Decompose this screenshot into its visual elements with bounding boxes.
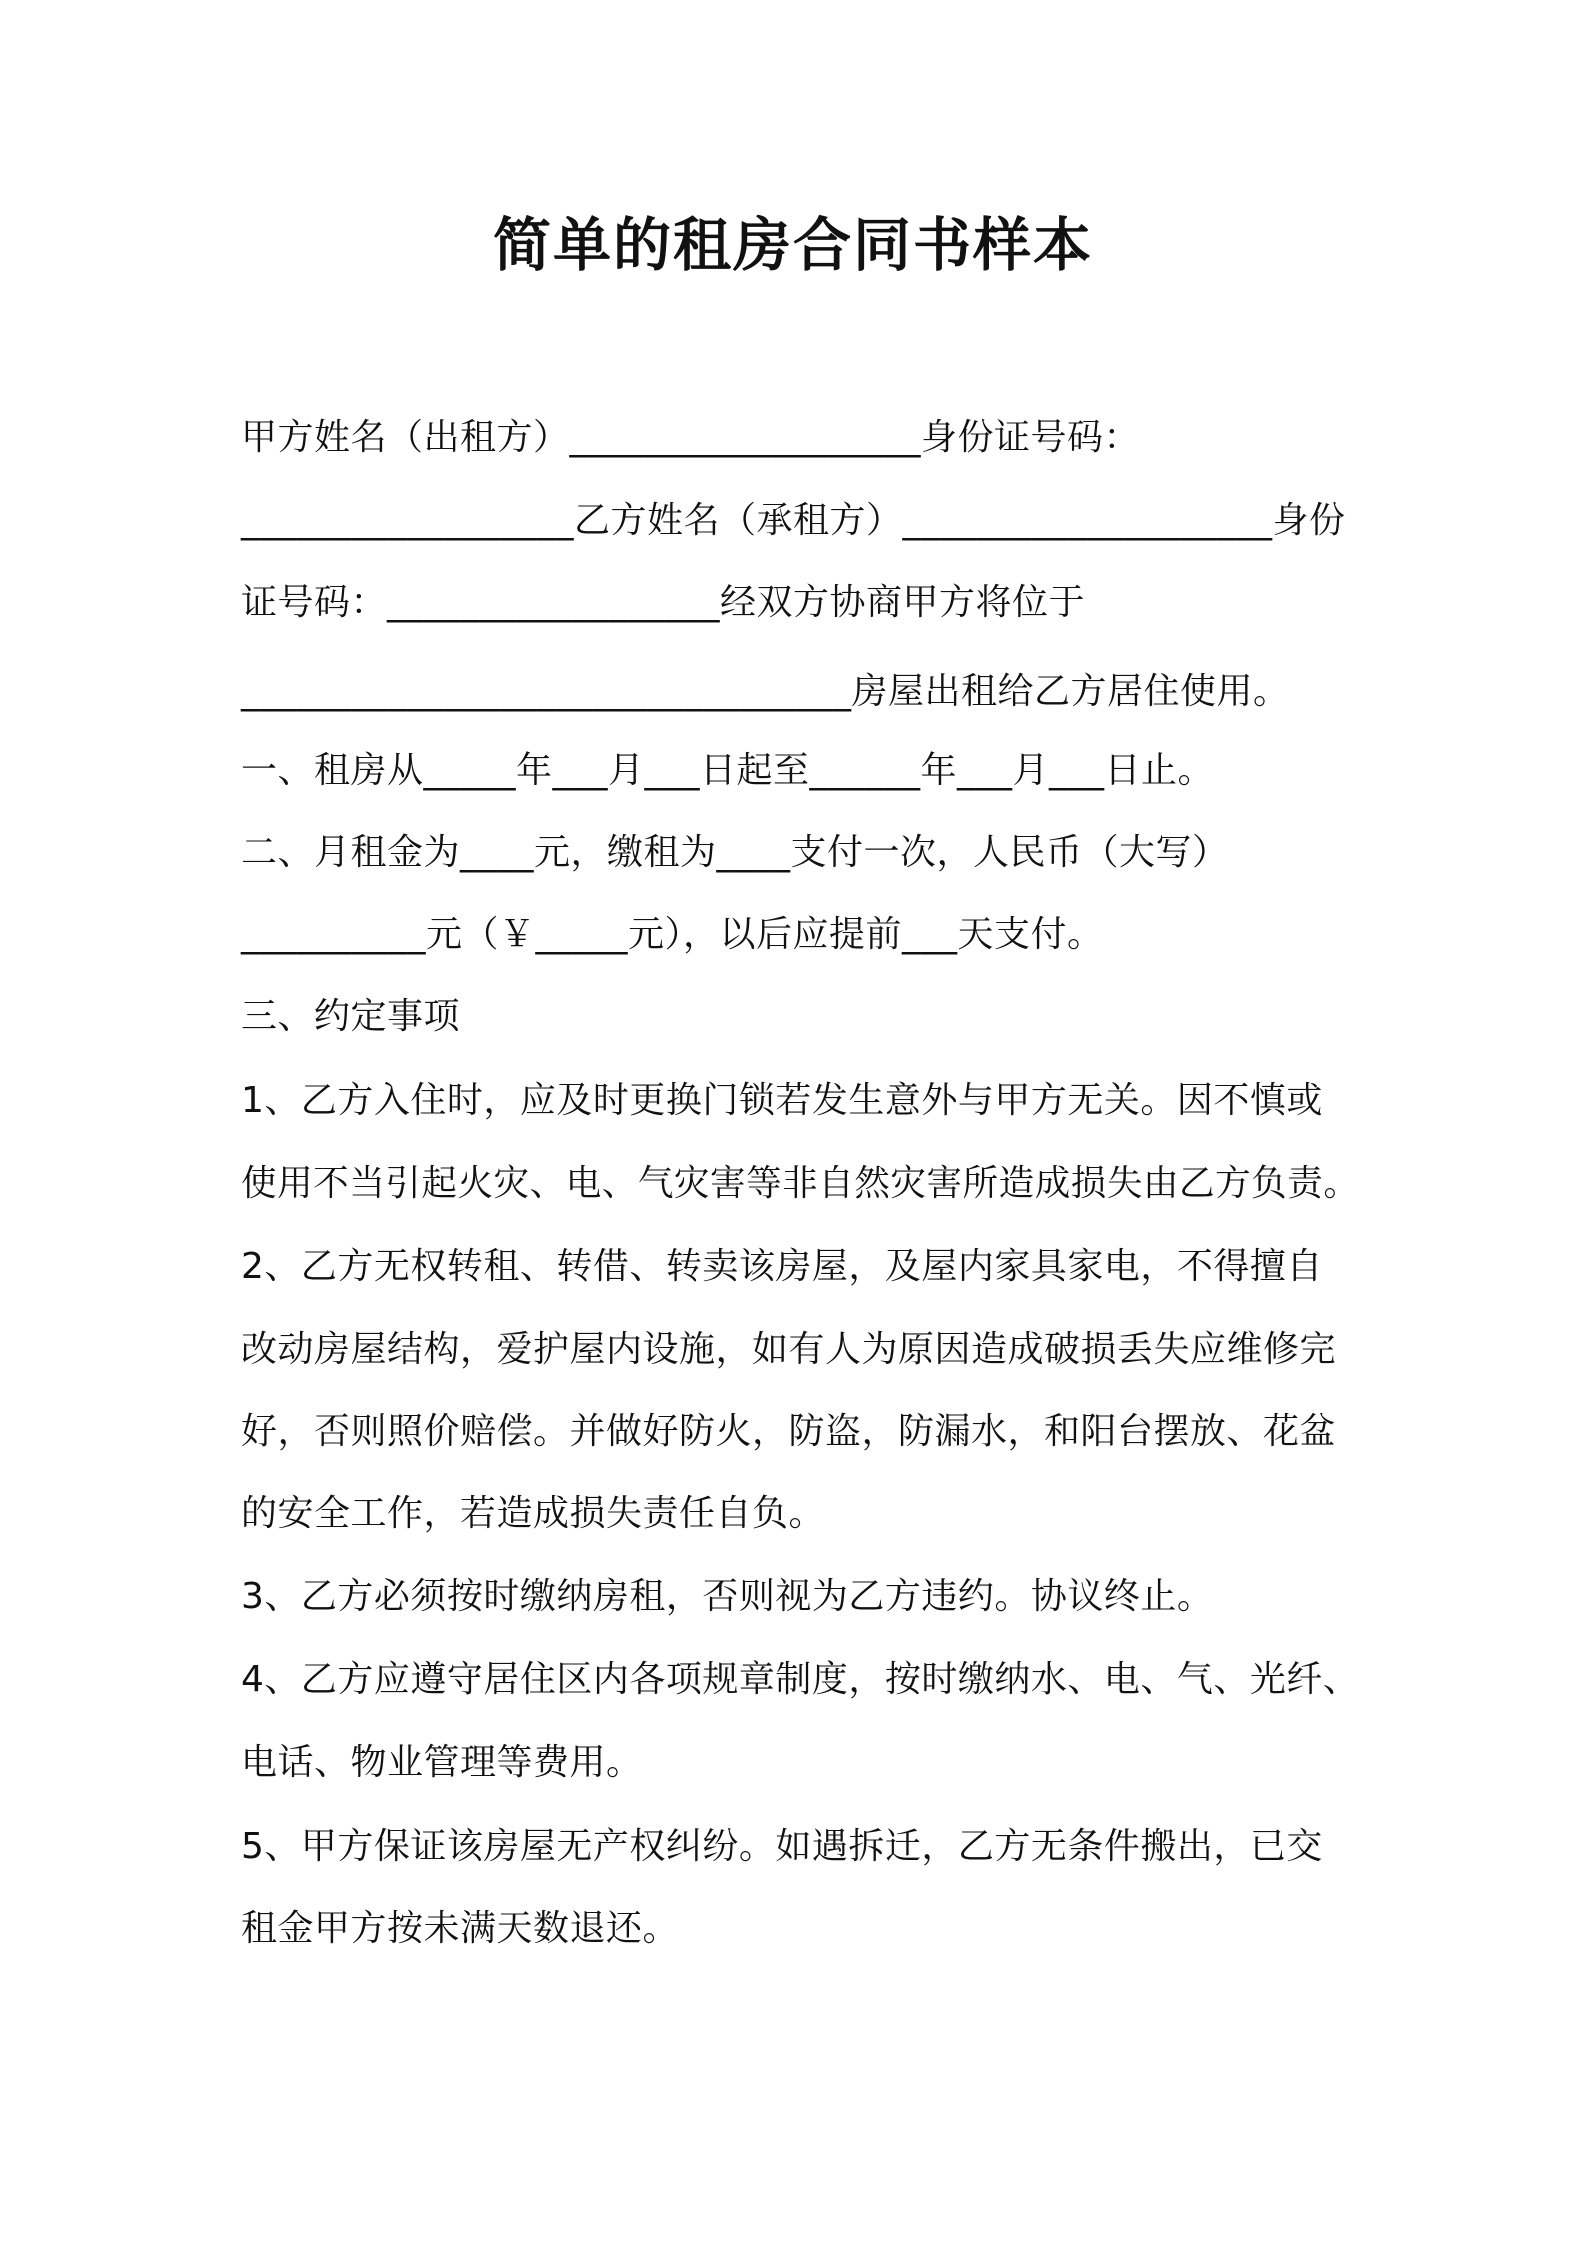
- clause-2-line-1: 2、乙方无权转租、转借、转卖该房屋，及屋内家具家电，不得擅自: [241, 1246, 1323, 1287]
- clause-1-line-2: 使用不当引起火灾、电、气灾害等非自然灾害所造成损失由乙方负责。: [241, 1163, 1360, 1204]
- clause-1-line-1: 1、乙方入住时，应及时更换门锁若发生意外与甲方无关。因不慎或: [241, 1080, 1323, 1121]
- section-heading-terms: 三、约定事项: [241, 996, 461, 1037]
- document-title: 简单的租房合同书样本: [492, 211, 1093, 279]
- text-line-rent-amount: __________元（￥_____元），以后应提前___天支付。: [241, 914, 1104, 955]
- clause-4-line-1: 4、乙方应遵守居住区内各项规章制度，按时缴纳水、电、气、光纤、: [241, 1659, 1360, 1700]
- clause-4-line-2: 电话、物业管理等费用。: [241, 1742, 643, 1783]
- text-line-party-a: 甲方姓名（出租方）___________________身份证号码：: [241, 417, 1141, 458]
- clause-2-line-2: 改动房屋结构，爱护屋内设施，如有人为原因造成破损丢失应维修完: [241, 1329, 1337, 1370]
- text-line-location: 证号码：__________________经双方协商甲方将位于: [241, 582, 1086, 623]
- text-line-rent: 二、月租金为____元，缴租为____支付一次，人民币（大写）: [241, 832, 1229, 873]
- text-line-party-b: __________________乙方姓名（承租方）____________________身份: [241, 500, 1346, 541]
- clause-2-line-4: 的安全工作，若造成损失责任自负。: [241, 1493, 826, 1534]
- clause-5-line-1: 5、甲方保证该房屋无产权纠纷。如遇拆迁，乙方无条件搬出，已交: [241, 1826, 1323, 1867]
- clause-3-line-1: 3、乙方必须按时缴纳房租，否则视为乙方违约。协议终止。: [241, 1576, 1214, 1617]
- text-line-usage: _________________________________房屋出租给乙方居住使用。: [241, 671, 1290, 712]
- clause-2-line-3: 好，否则照价赔偿。并做好防火，防盗，防漏水，和阳台摆放、花盆: [241, 1411, 1337, 1452]
- clause-5-line-2: 租金甲方按未满天数退还。: [241, 1908, 680, 1949]
- text-line-term: 一、租房从_____年___月___日起至______年___月___日止。: [241, 750, 1215, 791]
